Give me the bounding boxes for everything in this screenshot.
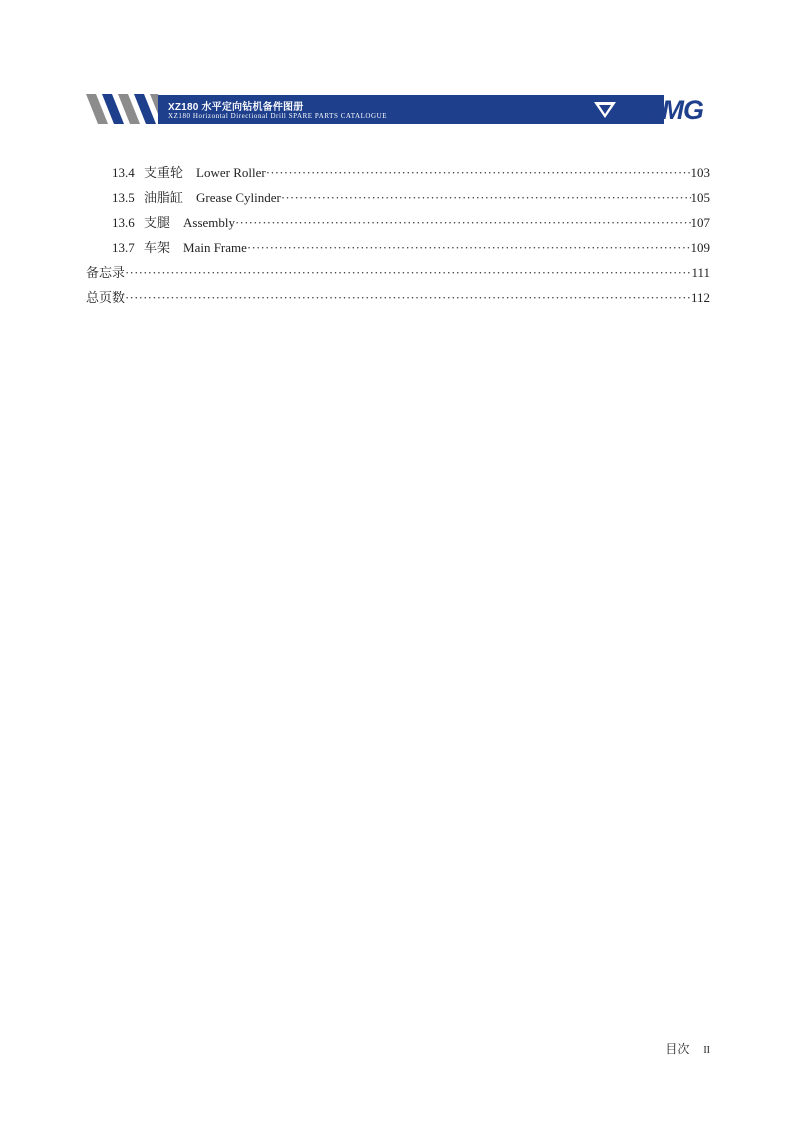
toc-page-number: 103 bbox=[690, 165, 710, 180]
footer-label: 目次 bbox=[665, 1042, 690, 1056]
toc-number: 13.5 bbox=[112, 190, 135, 205]
logo-stripes-graphic bbox=[86, 94, 166, 124]
toc-number: 13.4 bbox=[112, 165, 135, 180]
toc-title-cn: 总页数 bbox=[86, 290, 126, 305]
toc-entry[interactable] bbox=[112, 189, 710, 207]
toc-leader-dots bbox=[266, 164, 691, 182]
toc-entry[interactable] bbox=[112, 164, 710, 182]
xcmg-logo-text: XCMG bbox=[626, 95, 703, 125]
toc-page-number: 109 bbox=[690, 240, 710, 255]
toc-title-cn: 车架 bbox=[144, 240, 171, 255]
toc-entry[interactable] bbox=[112, 239, 710, 257]
toc-title-en: Main Frame bbox=[183, 240, 247, 255]
xcmg-emblem-icon bbox=[588, 96, 622, 124]
page-footer bbox=[0, 1040, 710, 1057]
toc-leader-dots bbox=[125, 289, 691, 307]
toc-leader-dots bbox=[281, 189, 691, 207]
toc-title-cn: 备忘录 bbox=[86, 265, 126, 280]
toc-title-en: Lower Roller bbox=[196, 165, 266, 180]
toc-title-cn: 油脂缸 bbox=[144, 190, 184, 205]
toc-page-number: 105 bbox=[690, 190, 710, 205]
toc-leader-dots bbox=[247, 239, 691, 257]
catalogue-title-cn: XZ180 水平定向钻机备件图册 bbox=[168, 102, 304, 113]
toc-entry[interactable] bbox=[112, 214, 710, 232]
catalogue-title-en: XZ180 Horizontal Directional Drill SPARE PARTS CATALOGUE bbox=[168, 112, 388, 120]
xcmg-logo bbox=[588, 96, 728, 124]
toc-page-number: 111 bbox=[691, 265, 710, 280]
toc-entry[interactable] bbox=[86, 289, 710, 307]
toc-leader-dots bbox=[125, 264, 691, 282]
toc-leader-dots bbox=[235, 214, 690, 232]
page-header bbox=[86, 94, 728, 126]
toc-title-en: Grease Cylinder bbox=[196, 190, 281, 205]
toc-entry[interactable] bbox=[86, 264, 710, 282]
toc-number: 13.7 bbox=[112, 240, 135, 255]
toc-title-en: Assembly bbox=[183, 215, 236, 230]
toc-page-number: 107 bbox=[690, 215, 710, 230]
footer-page-number: II bbox=[703, 1045, 710, 1056]
toc-title-cn: 支腿 bbox=[144, 215, 171, 230]
toc-number: 13.6 bbox=[112, 215, 135, 230]
toc-page-number: 112 bbox=[690, 290, 710, 305]
toc-title-cn: 支重轮 bbox=[144, 165, 184, 180]
